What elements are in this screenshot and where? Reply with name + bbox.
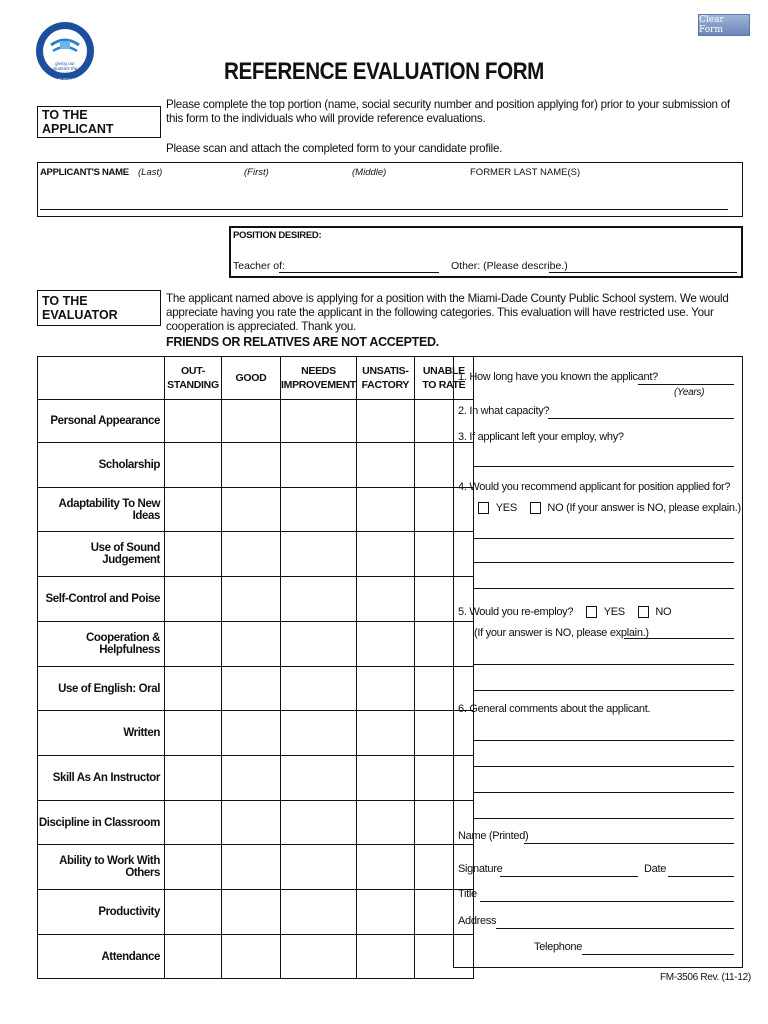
name-printed-label: Name (Printed) bbox=[458, 830, 529, 842]
q4-no-checkbox[interactable] bbox=[530, 502, 541, 514]
date-label: Date bbox=[644, 863, 667, 875]
mdcps-logo bbox=[34, 5, 96, 101]
rating-category-label: Use of Sound Judgement bbox=[38, 532, 165, 577]
column-header-line-2: IMPROVEMENT bbox=[281, 379, 356, 391]
q5-yes-label: YES bbox=[603, 606, 625, 618]
ratings-column-header bbox=[222, 357, 281, 400]
telephone-line[interactable] bbox=[582, 954, 734, 955]
rating-row bbox=[38, 443, 474, 488]
rating-category-label: Ability to Work With Others bbox=[38, 845, 165, 890]
rating-cell[interactable] bbox=[281, 711, 357, 756]
position-desired-label: POSITION DESIRED: bbox=[233, 230, 322, 241]
q6-line-2[interactable] bbox=[474, 766, 734, 767]
applicant-name-box bbox=[37, 162, 743, 217]
q4-yes-checkbox[interactable] bbox=[478, 502, 489, 514]
rating-cell[interactable] bbox=[356, 443, 414, 488]
ratings-column-header bbox=[165, 357, 222, 400]
q5-no-label: NO bbox=[655, 606, 672, 618]
telephone-label: Telephone bbox=[534, 941, 583, 953]
rating-cell[interactable] bbox=[222, 756, 281, 801]
rating-cell[interactable] bbox=[281, 532, 357, 577]
rating-cell[interactable] bbox=[222, 667, 281, 711]
rating-category-label: Scholarship bbox=[38, 443, 165, 488]
rating-cell[interactable] bbox=[165, 577, 222, 622]
rating-cell[interactable] bbox=[281, 622, 357, 667]
applicant-name-label: APPLICANT'S NAME bbox=[40, 167, 129, 178]
middle-name-label: (Middle) bbox=[352, 167, 387, 178]
rating-cell[interactable] bbox=[281, 801, 357, 845]
rating-cell[interactable] bbox=[356, 756, 414, 801]
rating-cell[interactable] bbox=[165, 711, 222, 756]
rating-cell[interactable] bbox=[356, 711, 414, 756]
rating-cell[interactable] bbox=[222, 845, 281, 890]
rating-cell[interactable] bbox=[281, 935, 357, 979]
q4-yes-label: YES bbox=[495, 502, 517, 514]
q5-line-2[interactable] bbox=[474, 664, 734, 665]
rating-cell[interactable] bbox=[222, 801, 281, 845]
rating-row bbox=[38, 488, 474, 532]
rating-row bbox=[38, 622, 474, 667]
q5-options bbox=[458, 606, 671, 618]
rating-cell[interactable] bbox=[222, 400, 281, 443]
q6-line-1[interactable] bbox=[474, 740, 734, 741]
ratings-column-header bbox=[356, 357, 414, 400]
q5-line-1[interactable] bbox=[624, 638, 734, 639]
name-printed-line[interactable] bbox=[524, 843, 734, 844]
column-header-line-1: UNSATIS- bbox=[362, 365, 409, 377]
column-header-line-2: STANDING bbox=[167, 379, 219, 391]
q1-years-line[interactable] bbox=[638, 384, 734, 385]
rating-category-label: Skill As An Instructor bbox=[38, 756, 165, 801]
logo-tagline: giving our students the world bbox=[52, 61, 78, 76]
rating-row bbox=[38, 711, 474, 756]
teacher-of-line[interactable] bbox=[279, 272, 439, 273]
form-number: FM-3506 Rev. (11-12) bbox=[660, 972, 751, 983]
rating-cell[interactable] bbox=[281, 488, 357, 532]
form-title: REFERENCE EVALUATION FORM bbox=[224, 58, 544, 85]
to-the-applicant-label: TO THE APPLICANT bbox=[37, 106, 161, 138]
rating-cell[interactable] bbox=[165, 756, 222, 801]
q4-line-1[interactable] bbox=[474, 538, 734, 539]
column-header-line-1: UNABLE bbox=[422, 365, 465, 377]
rating-category-label: Personal Appearance bbox=[38, 400, 165, 443]
rating-cell[interactable] bbox=[281, 443, 357, 488]
signature-line[interactable] bbox=[500, 876, 638, 877]
column-header-line-2: TO RATE bbox=[422, 379, 466, 391]
rating-cell[interactable] bbox=[165, 532, 222, 577]
rating-cell[interactable] bbox=[165, 443, 222, 488]
q6-label: 6. General comments about the applicant. bbox=[458, 703, 651, 715]
rating-cell[interactable] bbox=[165, 890, 222, 935]
q6-line-3[interactable] bbox=[474, 792, 734, 793]
rating-cell[interactable] bbox=[281, 890, 357, 935]
rating-cell[interactable] bbox=[165, 622, 222, 667]
q4-line-2[interactable] bbox=[474, 562, 734, 563]
teacher-of-label: Teacher of: bbox=[233, 260, 285, 272]
rating-row bbox=[38, 756, 474, 801]
rating-category-label: Attendance bbox=[38, 935, 165, 979]
address-line[interactable] bbox=[496, 928, 734, 929]
last-name-label: (Last) bbox=[138, 167, 163, 178]
rating-cell[interactable] bbox=[222, 711, 281, 756]
rating-cell[interactable] bbox=[165, 801, 222, 845]
rating-cell[interactable] bbox=[165, 935, 222, 979]
evaluator-instruction: The applicant named above is applying for a position with the Miami-Dade County Public School system. We would appreciate having you rate the applicant in the following categories. This evaluation will have restricted use. Your cooperation is appreciated. Thank you. bbox=[166, 292, 729, 333]
rating-cell[interactable] bbox=[165, 845, 222, 890]
address-label: Address bbox=[458, 915, 497, 927]
signature-label: Signature bbox=[458, 863, 503, 875]
rating-row bbox=[38, 532, 474, 577]
title-label: Title bbox=[458, 888, 477, 900]
rating-cell[interactable] bbox=[356, 667, 414, 711]
other-line[interactable] bbox=[549, 272, 737, 273]
rating-cell[interactable] bbox=[222, 577, 281, 622]
rating-row bbox=[38, 845, 474, 890]
q4-line-3[interactable] bbox=[474, 588, 734, 589]
rating-category-label: Productivity bbox=[38, 890, 165, 935]
rating-category-label: Use of English: Oral bbox=[38, 667, 165, 711]
rating-cell[interactable] bbox=[356, 400, 414, 443]
rating-cell[interactable] bbox=[222, 890, 281, 935]
friends-relatives-warning: FRIENDS OR RELATIVES ARE NOT ACCEPTED. bbox=[166, 335, 439, 349]
column-header-line-2: FACTORY bbox=[361, 379, 410, 391]
ratings-column-header bbox=[281, 357, 357, 400]
rating-cell[interactable] bbox=[281, 845, 357, 890]
applicant-name-line[interactable] bbox=[40, 209, 728, 210]
first-name-label: (First) bbox=[244, 167, 269, 178]
rating-cell[interactable] bbox=[222, 622, 281, 667]
other-label: Other: (Please describe.) bbox=[451, 260, 568, 272]
logo-text-bottom: PUBLIC SCHOOLS bbox=[47, 77, 83, 82]
rating-cell[interactable] bbox=[165, 667, 222, 711]
rating-cell[interactable] bbox=[281, 667, 357, 711]
rating-cell[interactable] bbox=[356, 577, 414, 622]
rating-cell[interactable] bbox=[281, 400, 357, 443]
q5-line-3[interactable] bbox=[474, 690, 734, 691]
position-desired-box bbox=[229, 226, 743, 278]
rating-cell[interactable] bbox=[356, 622, 414, 667]
rating-cell[interactable] bbox=[281, 756, 357, 801]
rating-cell[interactable] bbox=[356, 845, 414, 890]
q5-yes-checkbox[interactable] bbox=[586, 606, 597, 618]
date-line[interactable] bbox=[668, 876, 734, 877]
q4-label: 4. Would you recommend applicant for position applied for? bbox=[458, 481, 731, 493]
rating-cell[interactable] bbox=[165, 400, 222, 443]
logo-text-top: MIAMI-DADE COUNTY bbox=[43, 13, 87, 18]
ratings-header-blank bbox=[38, 357, 165, 400]
rating-cell[interactable] bbox=[356, 801, 414, 845]
q2-line[interactable] bbox=[548, 418, 734, 419]
rating-cell[interactable] bbox=[222, 488, 281, 532]
rating-row bbox=[38, 890, 474, 935]
q2-label: 2. In what capacity? bbox=[458, 405, 550, 417]
to-the-evaluator-label: TO THE EVALUATOR bbox=[37, 290, 161, 326]
column-header-line-1: OUT- bbox=[181, 365, 205, 377]
q6-line-4[interactable] bbox=[474, 818, 734, 819]
rating-row bbox=[38, 935, 474, 979]
rating-cell[interactable] bbox=[356, 890, 414, 935]
applicant-instruction-2: Please scan and attach the completed form to your candidate profile. bbox=[166, 142, 503, 155]
rating-row bbox=[38, 667, 474, 711]
rating-cell[interactable] bbox=[222, 935, 281, 979]
q4-no-label: NO (If your answer is NO, please explain.) bbox=[547, 502, 741, 514]
column-header-line-1: GOOD bbox=[235, 372, 267, 384]
rating-cell[interactable] bbox=[165, 488, 222, 532]
rating-category-label: Adaptability To New Ideas bbox=[38, 488, 165, 532]
rating-row bbox=[38, 577, 474, 622]
rating-category-label: Discipline in Classroom bbox=[38, 801, 165, 845]
rating-row bbox=[38, 801, 474, 845]
rating-cell[interactable] bbox=[356, 532, 414, 577]
rating-cell[interactable] bbox=[222, 443, 281, 488]
clear-form-button[interactable]: Clear Form bbox=[698, 14, 750, 36]
q1-years-unit: (Years) bbox=[674, 387, 705, 398]
rating-category-label: Cooperation & Helpfulness bbox=[38, 622, 165, 667]
q1-label: 1. How long have you known the applicant? bbox=[458, 371, 658, 383]
q5-note: (If your answer is NO, please explain.) bbox=[474, 627, 649, 639]
q5-label: 5. Would you re-employ? bbox=[458, 606, 574, 618]
rating-cell[interactable] bbox=[356, 488, 414, 532]
former-last-name-label: FORMER LAST NAME(S) bbox=[470, 167, 581, 178]
ratings-table bbox=[37, 356, 474, 979]
title-line[interactable] bbox=[480, 901, 734, 902]
q3-line[interactable] bbox=[474, 466, 734, 467]
rating-category-label: Self-Control and Poise bbox=[38, 577, 165, 622]
rating-row bbox=[38, 400, 474, 443]
applicant-instruction: Please complete the top portion (name, social security number and position applying for) prior to your submission of this form to the individuals who will provide reference evaluations. bbox=[166, 98, 730, 125]
rating-cell[interactable] bbox=[281, 577, 357, 622]
rating-cell[interactable] bbox=[356, 935, 414, 979]
rating-cell[interactable] bbox=[222, 532, 281, 577]
rating-category-label: Written bbox=[38, 711, 165, 756]
q5-no-checkbox[interactable] bbox=[638, 606, 649, 618]
column-header-line-1: NEEDS bbox=[301, 365, 336, 377]
q3-label: 3. If applicant left your employ, why? bbox=[458, 431, 624, 443]
q4-options bbox=[478, 502, 741, 514]
